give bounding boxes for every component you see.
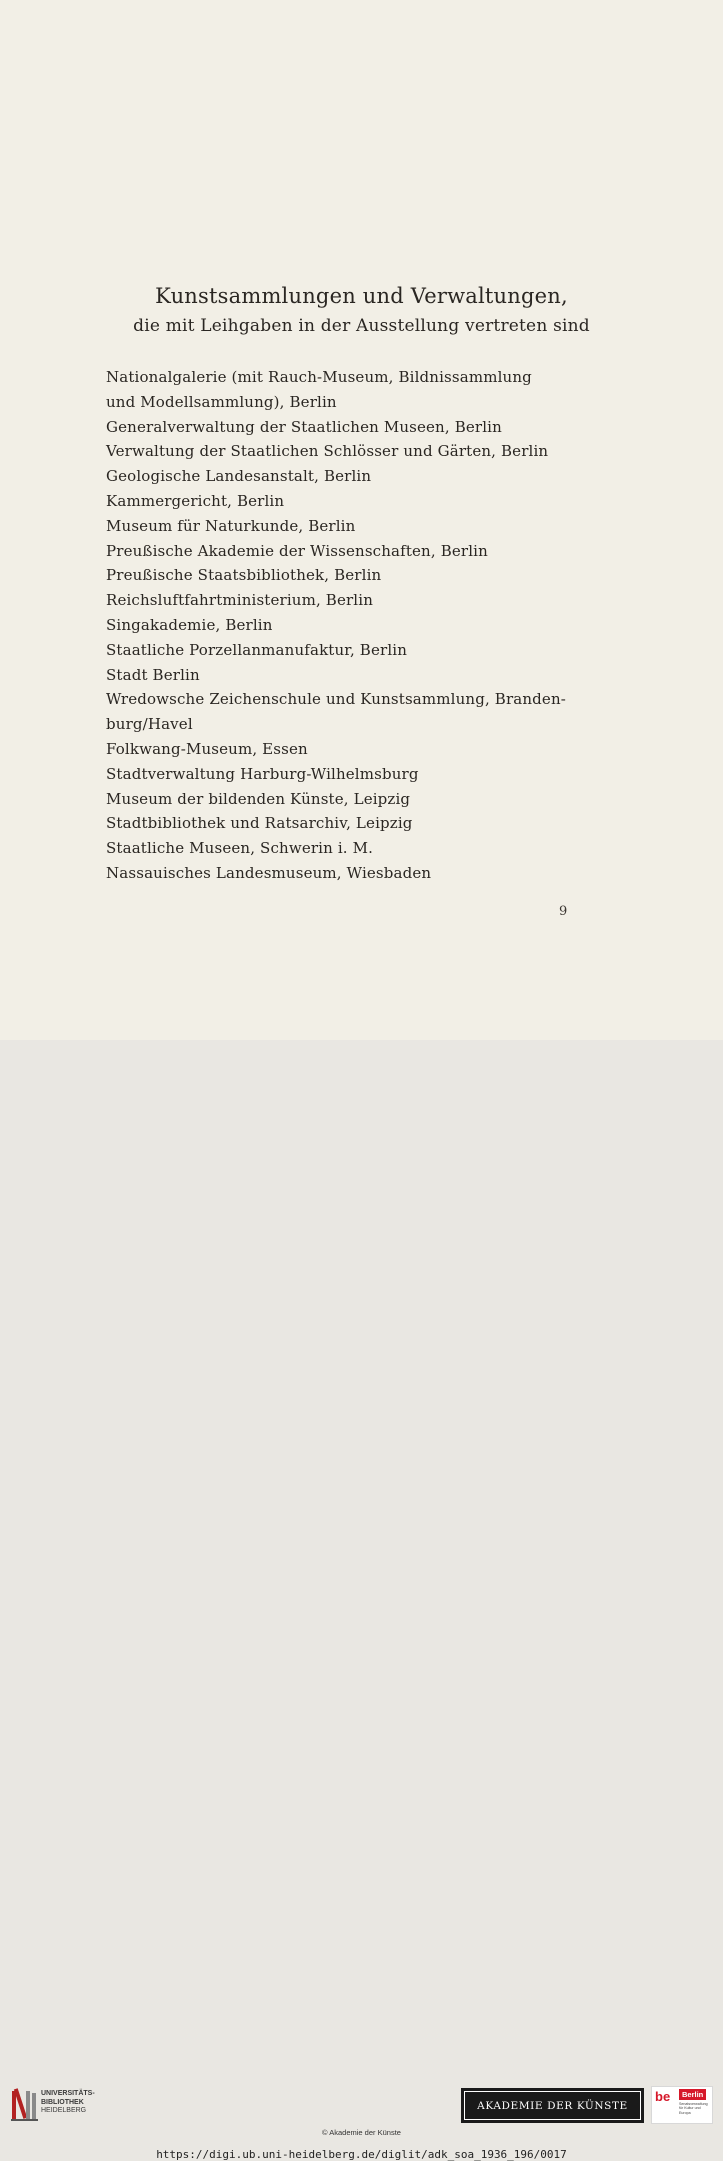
- ub-line-3: HEIDELBERG: [41, 2107, 87, 2114]
- footer: [0, 1040, 723, 2161]
- senate-line-1: Senatsverwaltung: [679, 2102, 708, 2106]
- senate-line-2: für Kultur und Europa: [679, 2106, 701, 2115]
- list-item: Museum für Naturkunde, Berlin: [106, 516, 356, 535]
- ub-line-1: UNIVERSITÄTS-: [41, 2090, 95, 2097]
- list-item: Nassauisches Landesmuseum, Wiesbaden: [106, 863, 432, 882]
- akademie-der-kuenste-logo[interactable]: [461, 2088, 644, 2123]
- list-item: Verwaltung der Staatlichen Schlösser und Gärten, Berlin: [106, 442, 549, 461]
- adk-logo-text: AKADEMIE DER KÜNSTE: [464, 2091, 641, 2120]
- list-item: Stadtbibliothek und Ratsarchiv, Leipzig: [106, 814, 413, 833]
- list-item: Staatliche Museen, Schwerin i. M.: [106, 839, 374, 858]
- permalink-url[interactable]: https://digi.ub.uni-heidelberg.de/diglit/adk_soa_1936_196/0017: [156, 2148, 567, 2161]
- list-item: Stadtverwaltung Harburg-Wilhelmsburg: [106, 764, 419, 783]
- list-item: Reichsluftfahrtministerium, Berlin: [106, 591, 374, 610]
- list-item: Folkwang-Museum, Essen: [106, 739, 308, 758]
- ub-line-2: BIBLIOTHEK: [41, 2098, 84, 2106]
- list-item: und Modellsammlung), Berlin: [106, 392, 337, 411]
- list-item: Stadt Berlin: [106, 665, 200, 684]
- scanned-page: [0, 0, 723, 1040]
- list-item: Preußische Staatsbibliothek, Berlin: [106, 566, 382, 585]
- berlin-word: Berlin: [679, 2089, 706, 2100]
- list-item: Nationalgalerie (mit Rauch-Museum, Bildnissammlung: [106, 368, 532, 386]
- list-item: Geologische Landesanstalt, Berlin: [106, 467, 372, 486]
- list-item: Staatliche Porzellanmanufaktur, Berlin: [106, 640, 408, 659]
- list-item: Kammergericht, Berlin: [106, 491, 285, 510]
- list-item: Preußische Akademie der Wissenschaften, Berlin: [106, 541, 488, 560]
- university-library-logo-icon[interactable]: [10, 2085, 40, 2125]
- list-item: Museum der bildenden Künste, Leipzig: [106, 789, 411, 808]
- list-item: Singakademie, Berlin: [106, 615, 273, 634]
- list-item: burg/Havel: [106, 715, 193, 734]
- list-item: Wredowsche Zeichenschule und Kunstsammlung, Branden-: [106, 690, 566, 709]
- list-item: Generalverwaltung der Staatlichen Museen, Berlin: [106, 417, 502, 436]
- page-number: 9: [559, 904, 568, 919]
- university-library-name[interactable]: [41, 2090, 95, 2116]
- be-mark: be: [655, 2089, 671, 2104]
- senate-department-text: [679, 2102, 713, 2115]
- copyright-notice: © Akademie der Künste: [322, 2128, 401, 2137]
- lender-list: [106, 365, 566, 886]
- be-berlin-logo[interactable]: [651, 2086, 713, 2124]
- page-title: Kunstsammlungen und Verwaltungen,: [155, 284, 568, 308]
- page-subtitle: die mit Leihgaben in der Ausstellung vertreten sind: [133, 316, 590, 336]
